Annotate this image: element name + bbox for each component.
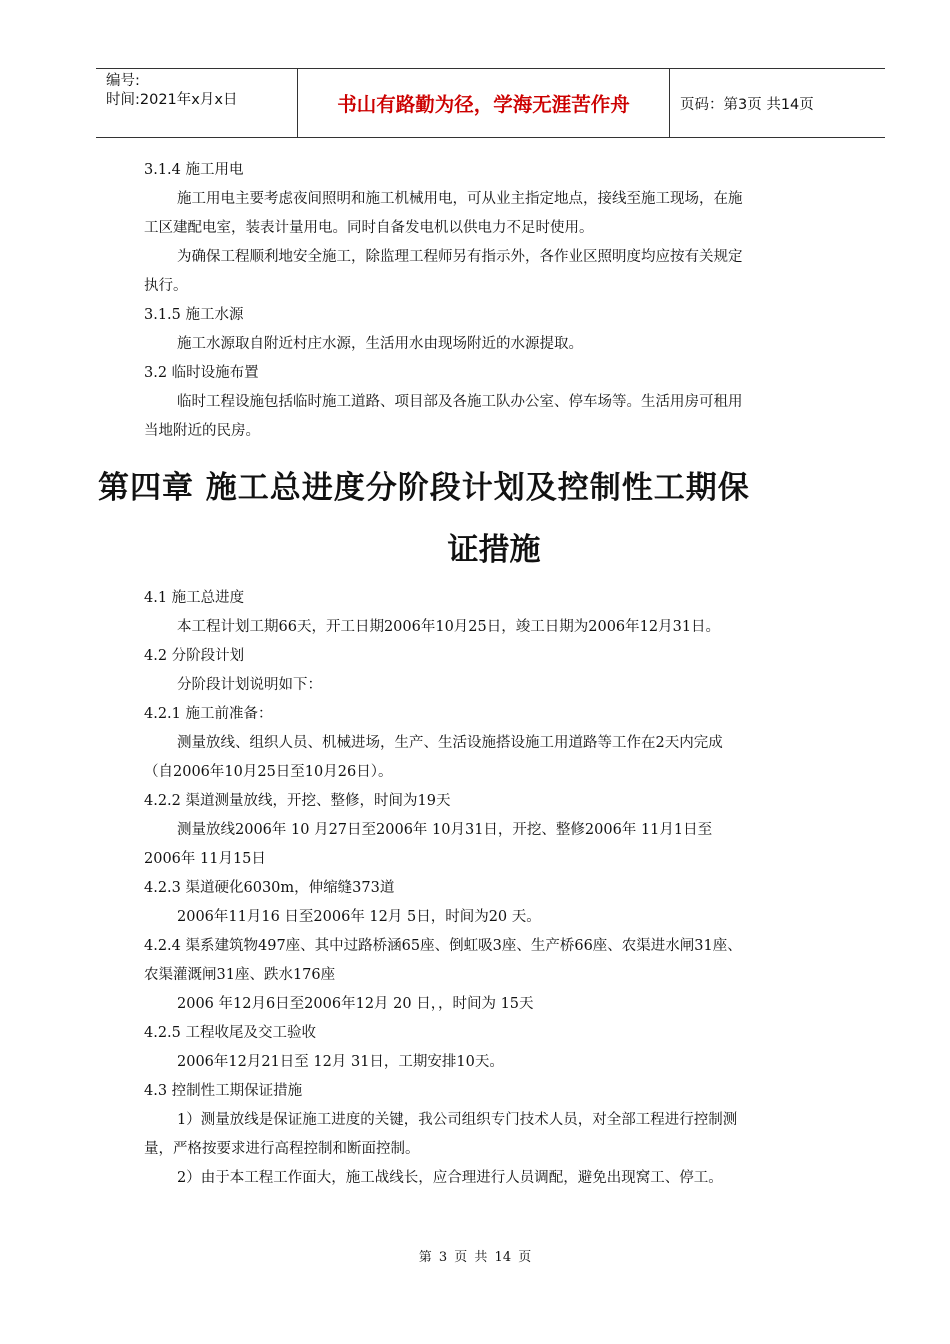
text-line: 4.1 施工总进度 (144, 590, 245, 606)
text-line: 工区建配电室，装表计量用电。同时自备发电机以供电力不足时使用。 (144, 220, 594, 236)
text-line: 3.1.4 施工用电 (144, 162, 244, 178)
text-line: 4.2 分阶段计划 (144, 648, 245, 664)
text-line: 2）由于本工程工作面大，施工战线长，应合理进行人员调配，避免出现窝工、停工。 (177, 1170, 723, 1186)
text-line: 4.2.3 渠道硬化6030m，伸缩缝373道 (144, 880, 395, 896)
chapter-title-line1: 第四章 施工总进度分阶段计划及控制性工期保 (98, 470, 750, 506)
text-line: 测量放线、组织人员、机械进场，生产、生活设施搭设施工用道路等工作在2天内完成 (177, 735, 723, 751)
text-line: 为确保工程顺利地安全施工，除监理工程师另有指示外，各作业区照明度均应按有关规定 (177, 249, 743, 265)
page-footer: 第 3 页 共 14 页 (418, 1250, 532, 1265)
text-line: 3.2 临时设施布置 (144, 365, 259, 381)
time-label: 时间:2021年x月x日 (106, 92, 238, 108)
motto: 书山有路勤为径，学海无涯苦作舟 (297, 69, 670, 137)
text-line: 4.2.5 工程收尾及交工验收 (144, 1025, 317, 1041)
text-line: 执行。 (144, 278, 188, 294)
document-body (98, 156, 844, 1193)
text-line: 分阶段计划说明如下： (177, 677, 322, 693)
text-line: 本工程计划工期66天，开工日期2006年10月25日，竣工日期为2006年12月31日。 (177, 619, 721, 635)
page-info: 页码：第3页 共14页 (680, 96, 814, 113)
text-line: 施工用电主要考虑夜间照明和施工机械用电，可从业主指定地点，接线至施工现场，在施 (177, 191, 743, 207)
text-line: 2006年 11月15日 (144, 851, 266, 867)
text-line: 4.2.4 渠系建筑物497座、其中过路桥涵65座、倒虹吸3座、生产桥66座、农渠进水闸31座、 (144, 938, 742, 954)
text-line: 2006年12月21日至 12月 31日，工期安排10天。 (177, 1054, 504, 1070)
text-line: 当地附近的民房。 (144, 423, 260, 439)
text-line: 量，严格按要求进行高程控制和断面控制。 (144, 1141, 420, 1157)
chapter-title (98, 456, 890, 584)
text-line: 2006年11月16 日至2006年 12月 5日，时间为20 天。 (177, 909, 541, 925)
section-4-content (144, 584, 844, 1193)
page-header (96, 68, 885, 138)
text-line: 施工水源取自附近村庄水源，生活用水由现场附近的水源提取。 (177, 336, 583, 352)
text-line: 临时工程设施包括临时施工道路、项目部及各施工队办公室、停车场等。生活用房可租用 (177, 394, 743, 410)
text-line: 4.2.1 施工前准备： (144, 706, 273, 722)
text-line: 2006 年12月6日至2006年12月 20 日，，时间为 15天 (177, 996, 534, 1012)
text-line: 测量放线2006年 10 月27日至2006年 10月31日，开挖、整修2006年 11月1日至 (177, 822, 713, 838)
chapter-title-line2: 证措施 (447, 532, 541, 568)
section-3-content (144, 156, 844, 446)
text-line: 4.3 控制性工期保证措施 (144, 1083, 303, 1099)
text-line: 农渠灌溉闸31座、跌水176座 (144, 967, 336, 983)
text-line: 3.1.5 施工水源 (144, 307, 244, 323)
text-line: 1）测量放线是保证施工进度的关键，我公司组织专门技术人员，对全部工程进行控制测 (177, 1112, 738, 1128)
number-label: 编号: (106, 73, 140, 89)
text-line: 4.2.2 渠道测量放线，开挖、整修，时间为19天 (144, 793, 451, 809)
text-line: （自2006年10月25日至10月26日）。 (144, 764, 393, 780)
header-left-cell (96, 69, 297, 137)
